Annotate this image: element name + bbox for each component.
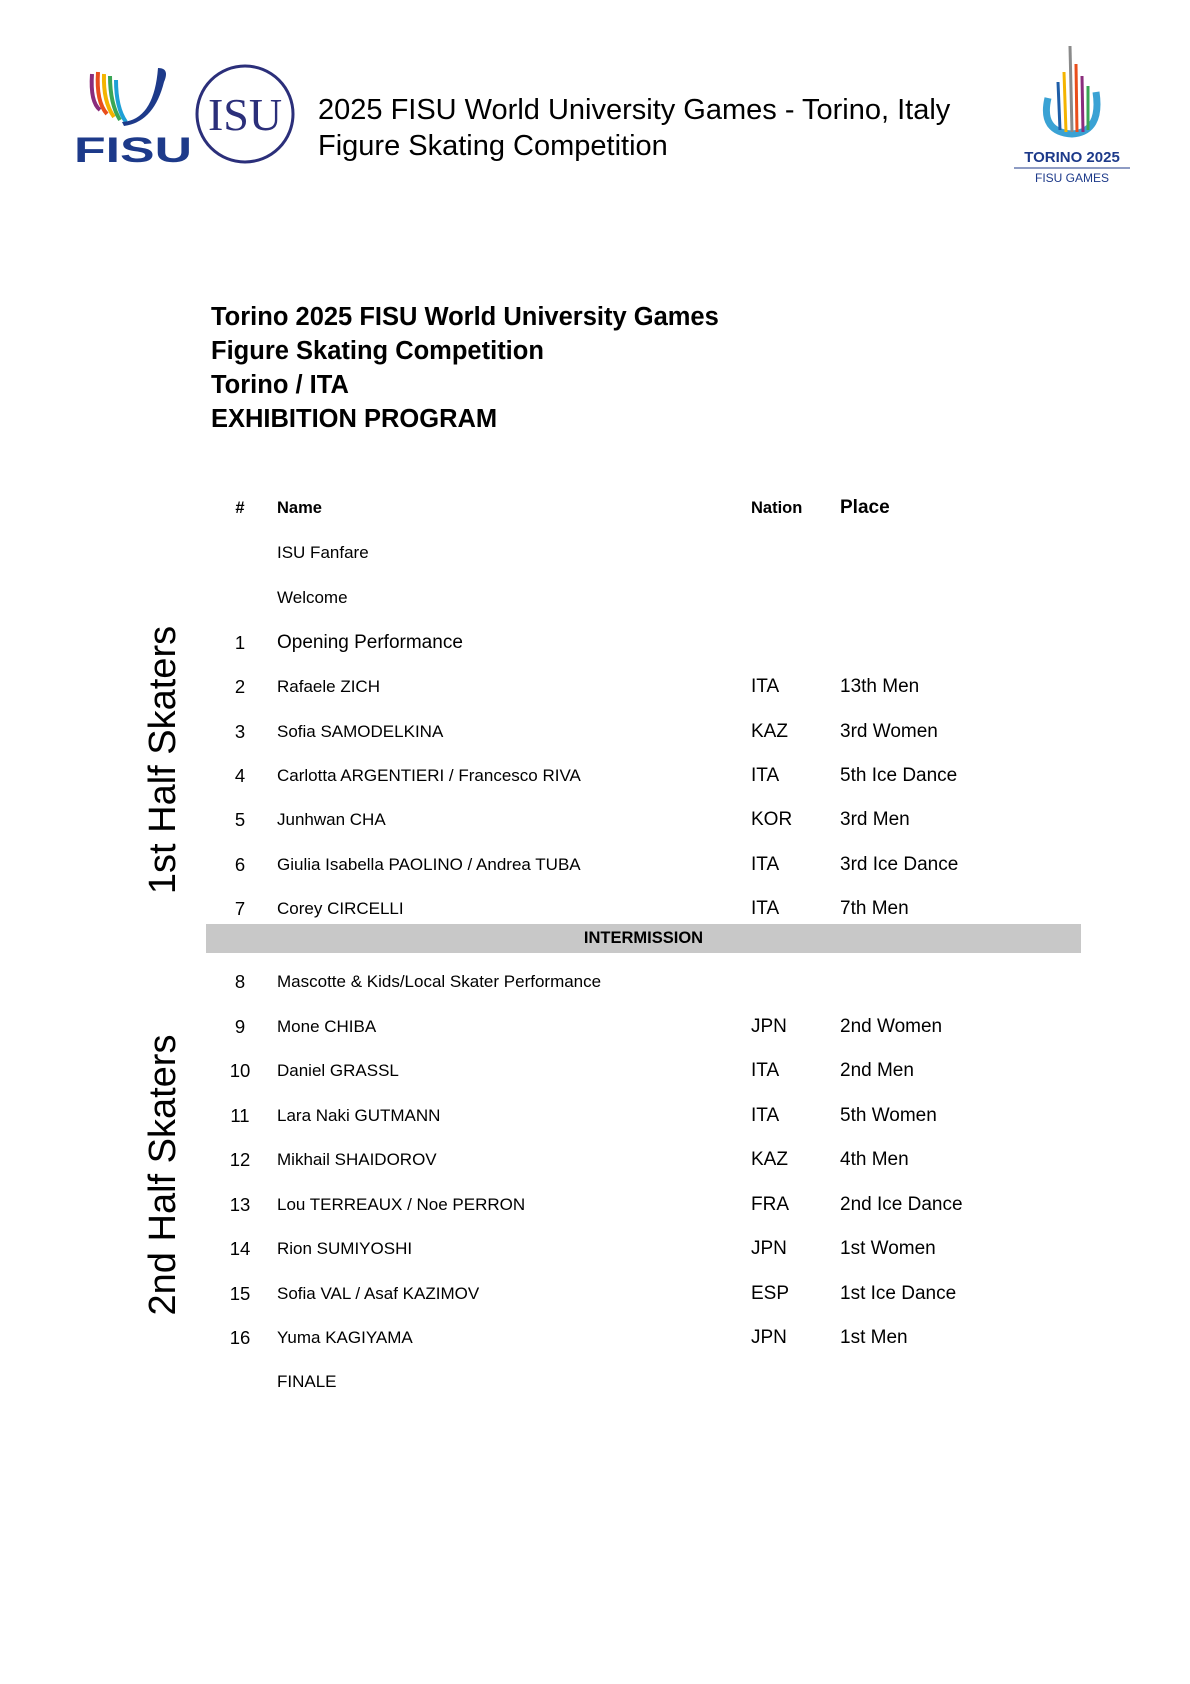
- row-nation: JPN: [751, 1327, 787, 1348]
- row-place: 2nd Men: [840, 1060, 914, 1081]
- table-row: [206, 1140, 1081, 1180]
- title-line-1: Torino 2025 FISU World University Games: [211, 303, 719, 331]
- section-label-first-half: 1st Half Skaters: [142, 625, 184, 895]
- table-row: [206, 1051, 1081, 1091]
- row-nation: ITA: [751, 1105, 780, 1126]
- fisu-logo-text: FISU: [74, 131, 192, 170]
- table-row: [206, 712, 1081, 752]
- section-label-second-half: 2nd Half Skaters: [142, 1034, 184, 1316]
- table-row: [206, 1229, 1081, 1269]
- table-row: [206, 1096, 1081, 1136]
- row-nation: FRA: [751, 1194, 789, 1215]
- table-row: [206, 800, 1081, 840]
- table-row: [206, 756, 1081, 796]
- row-name: Opening Performance: [277, 632, 463, 653]
- row-place: 7th Men: [840, 898, 909, 919]
- row-name: Lou TERREAUX / Noe PERRON: [277, 1195, 526, 1214]
- row-number: 5: [234, 809, 246, 830]
- title-line-2: Figure Skating Competition: [211, 337, 544, 365]
- row-nation: KAZ: [751, 721, 788, 742]
- fisu-logo: [74, 62, 192, 174]
- page-header: [318, 92, 950, 164]
- row-place: 13th Men: [840, 676, 920, 697]
- row-name: FINALE: [277, 1372, 337, 1391]
- column-header-name: Name: [277, 499, 322, 517]
- table-row: [206, 667, 1081, 707]
- table-header: [206, 488, 1081, 528]
- row-name: Sofia VAL / Asaf KAZIMOV: [277, 1284, 480, 1303]
- row-nation: ITA: [751, 765, 780, 786]
- row-name: Mikhail SHAIDOROV: [277, 1150, 437, 1169]
- row-name: Lara Naki GUTMANN: [277, 1106, 441, 1125]
- row-name: Carlotta ARGENTIERI / Francesco RIVA: [277, 766, 581, 785]
- table-row: [206, 962, 1081, 1002]
- row-nation: KAZ: [751, 1149, 788, 1170]
- torino-2025-logo: [1010, 42, 1134, 188]
- row-number: 8: [234, 971, 246, 992]
- row-name: Yuma KAGIYAMA: [277, 1328, 413, 1347]
- row-name: ISU Fanfare: [277, 543, 369, 562]
- row-place: 1st Women: [840, 1238, 936, 1259]
- table-row: [206, 889, 1081, 929]
- table-row: [206, 1318, 1081, 1358]
- row-nation: ESP: [751, 1283, 790, 1304]
- table-row: [206, 1007, 1081, 1047]
- intermission-bar: INTERMISSION: [206, 924, 1081, 953]
- column-header-number: #: [235, 499, 245, 517]
- row-name: Junhwan CHA: [277, 810, 386, 829]
- header-line-1: 2025 FISU World University Games - Torino, Italy: [318, 94, 951, 126]
- table-row: [206, 578, 1081, 618]
- row-number: 9: [234, 1016, 246, 1037]
- row-place: 3rd Men: [840, 809, 910, 830]
- row-number: 6: [234, 854, 246, 875]
- row-number: 16: [229, 1327, 251, 1348]
- row-nation: KOR: [751, 809, 793, 830]
- row-name: Daniel GRASSL: [277, 1061, 399, 1080]
- row-name: Mascotte & Kids/Local Skater Performance: [277, 972, 602, 991]
- row-number: 2: [234, 676, 246, 697]
- table-row: [206, 1185, 1081, 1225]
- row-place: 3rd Ice Dance: [840, 854, 959, 875]
- row-place: 2nd Ice Dance: [840, 1194, 963, 1215]
- title-line-3: Torino / ITA: [211, 371, 349, 399]
- row-name: Corey CIRCELLI: [277, 899, 404, 918]
- torino-logo-text: TORINO 2025: [1024, 149, 1120, 166]
- table-row: [206, 845, 1081, 885]
- row-number: 7: [234, 898, 246, 919]
- isu-logo: [193, 62, 297, 166]
- row-name: Giulia Isabella PAOLINO / Andrea TUBA: [277, 855, 581, 874]
- row-name: Rafaele ZICH: [277, 677, 380, 696]
- row-place: 5th Ice Dance: [840, 765, 958, 786]
- column-header-place: Place: [840, 497, 890, 518]
- row-nation: ITA: [751, 676, 780, 697]
- header-line-2: Figure Skating Competition: [318, 130, 668, 162]
- column-header-nation: Nation: [751, 499, 803, 517]
- row-name: Sofia SAMODELKINA: [277, 722, 444, 741]
- torino-logo-subtext: FISU GAMES: [1034, 171, 1110, 185]
- row-place: 5th Women: [840, 1105, 937, 1126]
- row-place: 1st Ice Dance: [840, 1283, 957, 1304]
- row-place: 3rd Women: [840, 721, 938, 742]
- row-name: Mone CHIBA: [277, 1017, 377, 1036]
- row-nation: ITA: [751, 1060, 780, 1081]
- row-number: 11: [230, 1105, 250, 1126]
- row-number: 13: [229, 1194, 251, 1215]
- row-number: 1: [234, 632, 246, 653]
- row-number: 12: [229, 1149, 251, 1170]
- row-place: 2nd Women: [840, 1016, 943, 1037]
- row-number: 4: [234, 765, 246, 786]
- row-number: 15: [229, 1283, 251, 1304]
- row-number: 10: [229, 1060, 251, 1081]
- row-nation: ITA: [751, 854, 780, 875]
- row-number: 14: [229, 1238, 251, 1259]
- row-place: 4th Men: [840, 1149, 909, 1170]
- table-row: [206, 533, 1081, 573]
- table-row: [206, 623, 1081, 663]
- row-place: 1st Men: [840, 1327, 908, 1348]
- table-row: [206, 1362, 1081, 1402]
- title-line-4: EXHIBITION PROGRAM: [211, 405, 498, 433]
- row-nation: JPN: [751, 1238, 787, 1259]
- row-name: Welcome: [277, 588, 348, 607]
- table-row: [206, 1274, 1081, 1314]
- isu-logo-text: ISU: [207, 89, 283, 140]
- row-name: Rion SUMIYOSHI: [277, 1239, 413, 1258]
- row-number: 3: [234, 721, 246, 742]
- row-nation: ITA: [751, 898, 780, 919]
- document-title: [211, 300, 719, 436]
- row-nation: JPN: [751, 1016, 787, 1037]
